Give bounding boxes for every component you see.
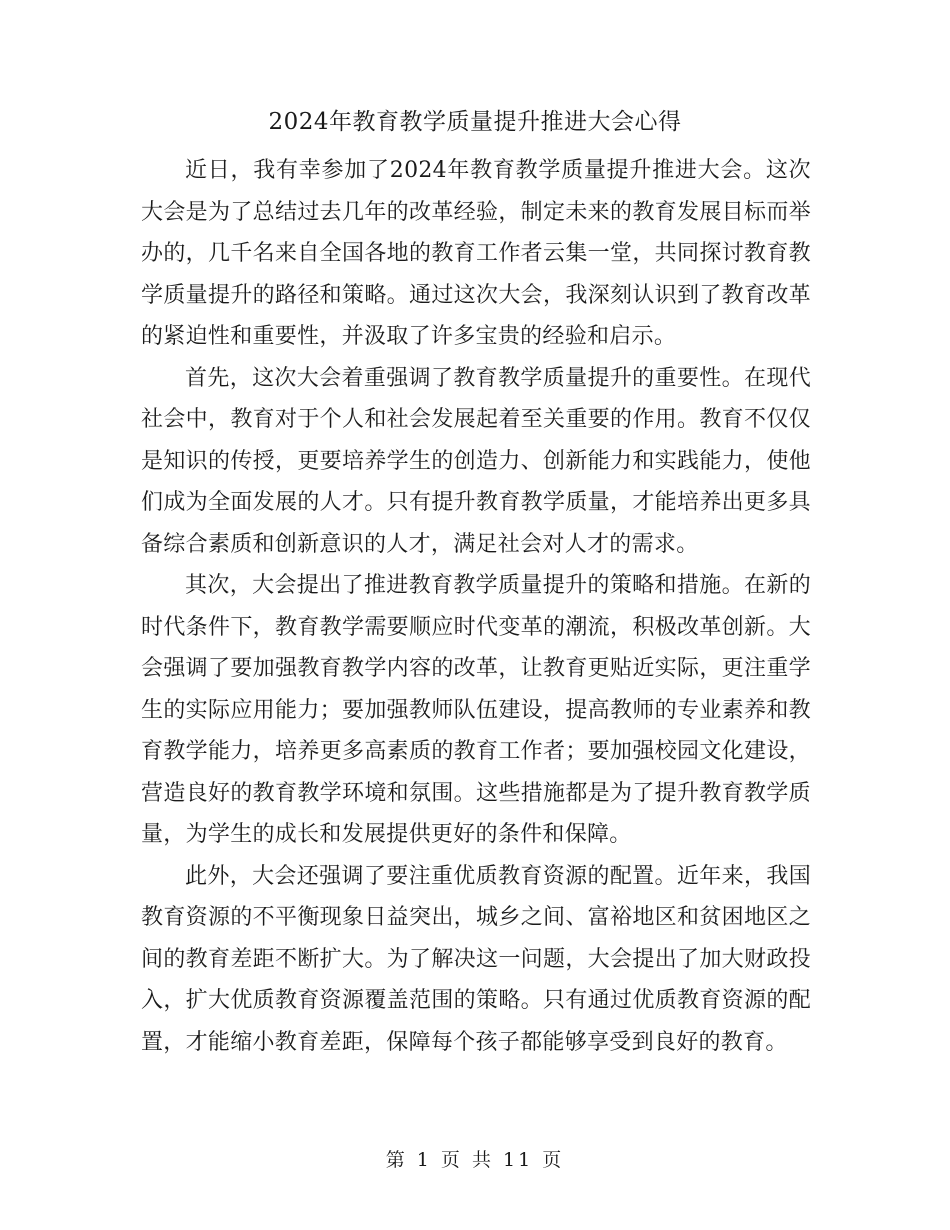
paragraph-3: 其次，大会提出了推进教育教学质量提升的策略和措施。在新的时代条件下，教育教学需要顺应时代变革的潮流，积极改革创新。大会强调了要加强教育教学内容的改革，让教育更贴近实际，更注重学生的实际应用能力；要加强教师队伍建设，提高教师的专业素养和教育教学能力，培养更多高素质的教育工作者；要加强校园文化建设，营造良好的教育教学环境和氛围。这些措施都是为了提升教育教学质量，为学生的成长和发展提供更好的条件和保障。: [141, 573, 811, 847]
paragraph-4: 此外，大会还强调了要注重优质教育资源的配置。近年来，我国教育资源的不平衡现象日益突出，城乡之间、富裕地区和贫困地区之间的教育差距不断扩大。为了解决这一问题，大会提出了加大财政投入，扩大优质教育资源覆盖范围的策略。只有通过优质教育资源的配置，才能缩小教育差距，保障每个孩子都能够享受到良好的教育。: [141, 863, 811, 1055]
document-body: [141, 150, 811, 1063]
document-title: 2024年教育教学质量提升推进大会心得: [268, 109, 682, 135]
paragraph-2: 首先，这次大会着重强调了教育教学质量提升的重要性。在现代社会中，教育对于个人和社会发展起着至关重要的作用。教育不仅仅是知识的传授，更要培养学生的创造力、创新能力和实践能力，使他们成为全面发展的人才。只有提升教育教学质量，才能培养出更多具备综合素质和创新意识的人才，满足社会对人才的需求。: [141, 365, 811, 557]
paragraph-1: 近日，我有幸参加了2024年教育教学质量提升推进大会。这次大会是为了总结过去几年的改革经验，制定未来的教育发展目标而举办的，几千名来自全国各地的教育工作者云集一堂，共同探讨教育教学质量提升的路径和策略。通过这次大会，我深刻认识到了教育改革的紧迫性和重要性，并汲取了许多宝贵的经验和启示。: [141, 158, 811, 349]
page-number-footer: 第 1 页 共 11 页: [385, 1149, 565, 1171]
